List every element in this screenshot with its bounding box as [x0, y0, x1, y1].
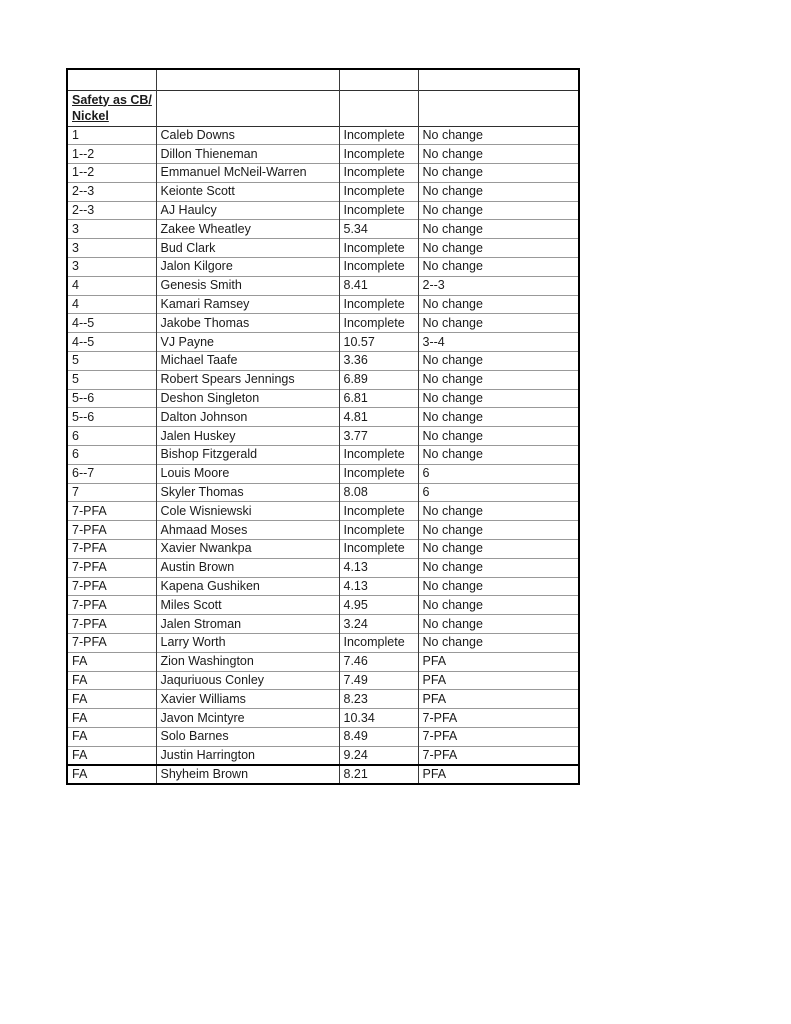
- cell-change: No change: [418, 521, 579, 540]
- cell-change: No change: [418, 164, 579, 183]
- cell-rank: 4--5: [67, 333, 156, 352]
- cell-player: Jalon Kilgore: [156, 258, 339, 277]
- cell-change: 3--4: [418, 333, 579, 352]
- cell-player: Deshon Singleton: [156, 389, 339, 408]
- cell-rank: 4: [67, 295, 156, 314]
- cell-change: No change: [418, 558, 579, 577]
- table-row: [67, 126, 579, 145]
- cell-rank: 7-PFA: [67, 596, 156, 615]
- cell-grade: 10.57: [339, 333, 418, 352]
- cell-rank: FA: [67, 709, 156, 728]
- cell-grade: Incomplete: [339, 521, 418, 540]
- cell-grade: Incomplete: [339, 502, 418, 521]
- cell-change: 7-PFA: [418, 746, 579, 765]
- cell-rank: 6: [67, 446, 156, 465]
- cell-change: PFA: [418, 652, 579, 671]
- cell-grade: 3.77: [339, 427, 418, 446]
- cell-change: No change: [418, 408, 579, 427]
- cell-grade: 7.49: [339, 671, 418, 690]
- cell-change: No change: [418, 314, 579, 333]
- cell-grade: 6.81: [339, 389, 418, 408]
- cell-player: Dalton Johnson: [156, 408, 339, 427]
- cell-rank: 5--6: [67, 389, 156, 408]
- cell-rank: 3: [67, 239, 156, 258]
- table-row: [67, 652, 579, 671]
- cell-rank: 5--6: [67, 408, 156, 427]
- table-row: [67, 709, 579, 728]
- cell-change: No change: [418, 239, 579, 258]
- cell-grade: 8.23: [339, 690, 418, 709]
- table-row: [67, 446, 579, 465]
- table-row-empty: [67, 69, 579, 90]
- cell-player: Austin Brown: [156, 558, 339, 577]
- cell-grade: 10.34: [339, 709, 418, 728]
- table-row: [67, 182, 579, 201]
- cell-grade: 4.81: [339, 408, 418, 427]
- cell-change: No change: [418, 427, 579, 446]
- cell-change: PFA: [418, 765, 579, 784]
- cell-grade: Incomplete: [339, 295, 418, 314]
- table-row: [67, 596, 579, 615]
- cell-rank: FA: [67, 765, 156, 784]
- cell-player: AJ Haulcy: [156, 201, 339, 220]
- cell-rank: 3: [67, 258, 156, 277]
- table-row: [67, 502, 579, 521]
- cell-change: No change: [418, 352, 579, 371]
- cell-change: No change: [418, 370, 579, 389]
- cell-grade: Incomplete: [339, 201, 418, 220]
- table-row: [67, 634, 579, 653]
- cell-grade: 7.46: [339, 652, 418, 671]
- cell-rank: 7-PFA: [67, 521, 156, 540]
- cell-grade: Incomplete: [339, 464, 418, 483]
- cell-rank: 7-PFA: [67, 502, 156, 521]
- cell-grade: Incomplete: [339, 145, 418, 164]
- cell-rank: 2--3: [67, 182, 156, 201]
- cell-player: Justin Harrington: [156, 746, 339, 765]
- player-ranking-table: [66, 68, 580, 785]
- cell-empty: [156, 69, 339, 90]
- table-row: [67, 671, 579, 690]
- cell-player: Jalen Stroman: [156, 615, 339, 634]
- cell-player: Xavier Williams: [156, 690, 339, 709]
- cell-player: Cole Wisniewski: [156, 502, 339, 521]
- cell-rank: 7: [67, 483, 156, 502]
- table-row: [67, 295, 579, 314]
- cell-player: Larry Worth: [156, 634, 339, 653]
- cell-grade: 9.24: [339, 746, 418, 765]
- cell-change: No change: [418, 389, 579, 408]
- cell-player: Jaquriuous Conley: [156, 671, 339, 690]
- table-row: [67, 615, 579, 634]
- cell-grade: 5.34: [339, 220, 418, 239]
- cell-change: No change: [418, 577, 579, 596]
- cell-change: No change: [418, 540, 579, 559]
- cell-grade: 3.36: [339, 352, 418, 371]
- cell-player: Robert Spears Jennings: [156, 370, 339, 389]
- cell-rank: 1: [67, 126, 156, 145]
- cell-grade: 4.95: [339, 596, 418, 615]
- table-row-title: [67, 90, 579, 126]
- cell-rank: FA: [67, 690, 156, 709]
- cell-empty: [156, 90, 339, 126]
- cell-empty: [67, 69, 156, 90]
- cell-change: No change: [418, 145, 579, 164]
- cell-change: No change: [418, 615, 579, 634]
- cell-change: 7-PFA: [418, 709, 579, 728]
- cell-player: Kamari Ramsey: [156, 295, 339, 314]
- cell-grade: 6.89: [339, 370, 418, 389]
- cell-player: Kapena Gushiken: [156, 577, 339, 596]
- table-row: [67, 239, 579, 258]
- table-row: [67, 201, 579, 220]
- cell-change: No change: [418, 258, 579, 277]
- cell-player: Caleb Downs: [156, 126, 339, 145]
- table-row: [67, 314, 579, 333]
- cell-empty: [418, 69, 579, 90]
- cell-player: Jalen Huskey: [156, 427, 339, 446]
- cell-player: Dillon Thieneman: [156, 145, 339, 164]
- cell-change: No change: [418, 220, 579, 239]
- table-row: [67, 276, 579, 295]
- cell-player: Bishop Fitzgerald: [156, 446, 339, 465]
- cell-change: PFA: [418, 690, 579, 709]
- table-row: [67, 258, 579, 277]
- cell-change: No change: [418, 182, 579, 201]
- table-row: [67, 577, 579, 596]
- table-row: [67, 765, 579, 784]
- cell-grade: Incomplete: [339, 239, 418, 258]
- cell-grade: Incomplete: [339, 540, 418, 559]
- cell-title: [67, 90, 156, 126]
- cell-rank: 7-PFA: [67, 634, 156, 653]
- cell-player: Solo Barnes: [156, 728, 339, 747]
- cell-rank: 4--5: [67, 314, 156, 333]
- cell-change: 2--3: [418, 276, 579, 295]
- cell-rank: FA: [67, 746, 156, 765]
- cell-rank: FA: [67, 652, 156, 671]
- table-row: [67, 220, 579, 239]
- cell-player: Louis Moore: [156, 464, 339, 483]
- cell-change: No change: [418, 446, 579, 465]
- cell-grade: Incomplete: [339, 446, 418, 465]
- table-row: [67, 558, 579, 577]
- cell-change: PFA: [418, 671, 579, 690]
- table-row: [67, 164, 579, 183]
- cell-player: VJ Payne: [156, 333, 339, 352]
- table-row: [67, 746, 579, 765]
- table-row: [67, 389, 579, 408]
- table-row: [67, 408, 579, 427]
- cell-change: No change: [418, 295, 579, 314]
- cell-rank: 6: [67, 427, 156, 446]
- cell-rank: 7-PFA: [67, 540, 156, 559]
- cell-player: Keionte Scott: [156, 182, 339, 201]
- cell-grade: 4.13: [339, 558, 418, 577]
- cell-change: No change: [418, 126, 579, 145]
- cell-change: No change: [418, 201, 579, 220]
- cell-player: Xavier Nwankpa: [156, 540, 339, 559]
- table-row: [67, 145, 579, 164]
- cell-rank: 3: [67, 220, 156, 239]
- cell-empty: [339, 69, 418, 90]
- cell-rank: 7-PFA: [67, 558, 156, 577]
- table-row: [67, 521, 579, 540]
- cell-rank: 4: [67, 276, 156, 295]
- table-row: [67, 333, 579, 352]
- cell-player: Skyler Thomas: [156, 483, 339, 502]
- cell-grade: 3.24: [339, 615, 418, 634]
- cell-grade: Incomplete: [339, 314, 418, 333]
- table-body: [67, 126, 579, 784]
- table-row: [67, 728, 579, 747]
- cell-grade: Incomplete: [339, 126, 418, 145]
- cell-rank: 5: [67, 370, 156, 389]
- cell-player: Ahmaad Moses: [156, 521, 339, 540]
- table-row: [67, 690, 579, 709]
- table-row: [67, 427, 579, 446]
- cell-change: No change: [418, 634, 579, 653]
- cell-rank: FA: [67, 671, 156, 690]
- cell-player: Zion Washington: [156, 652, 339, 671]
- cell-empty: [339, 90, 418, 126]
- cell-grade: Incomplete: [339, 634, 418, 653]
- cell-rank: 6--7: [67, 464, 156, 483]
- cell-grade: 8.49: [339, 728, 418, 747]
- cell-player: Genesis Smith: [156, 276, 339, 295]
- cell-grade: Incomplete: [339, 182, 418, 201]
- cell-player: Zakee Wheatley: [156, 220, 339, 239]
- cell-change: No change: [418, 596, 579, 615]
- table-row: [67, 352, 579, 371]
- cell-change: No change: [418, 502, 579, 521]
- cell-player: Shyheim Brown: [156, 765, 339, 784]
- cell-rank: FA: [67, 728, 156, 747]
- cell-player: Jakobe Thomas: [156, 314, 339, 333]
- cell-player: Javon Mcintyre: [156, 709, 339, 728]
- cell-rank: 7-PFA: [67, 615, 156, 634]
- cell-rank: 7-PFA: [67, 577, 156, 596]
- cell-change: 6: [418, 464, 579, 483]
- cell-rank: 5: [67, 352, 156, 371]
- cell-player: Bud Clark: [156, 239, 339, 258]
- cell-player: Miles Scott: [156, 596, 339, 615]
- table-row: [67, 464, 579, 483]
- cell-grade: 8.21: [339, 765, 418, 784]
- cell-grade: Incomplete: [339, 164, 418, 183]
- table-title: Safety as CB/ Nickel: [72, 92, 152, 123]
- cell-empty: [418, 90, 579, 126]
- cell-rank: 2--3: [67, 201, 156, 220]
- cell-change: 6: [418, 483, 579, 502]
- cell-player: Emmanuel McNeil-Warren: [156, 164, 339, 183]
- cell-grade: 8.08: [339, 483, 418, 502]
- table-row: [67, 370, 579, 389]
- table-row: [67, 483, 579, 502]
- cell-player: Michael Taafe: [156, 352, 339, 371]
- cell-rank: 1--2: [67, 164, 156, 183]
- cell-rank: 1--2: [67, 145, 156, 164]
- cell-grade: 8.41: [339, 276, 418, 295]
- cell-grade: Incomplete: [339, 258, 418, 277]
- cell-grade: 4.13: [339, 577, 418, 596]
- table-row: [67, 540, 579, 559]
- cell-change: 7-PFA: [418, 728, 579, 747]
